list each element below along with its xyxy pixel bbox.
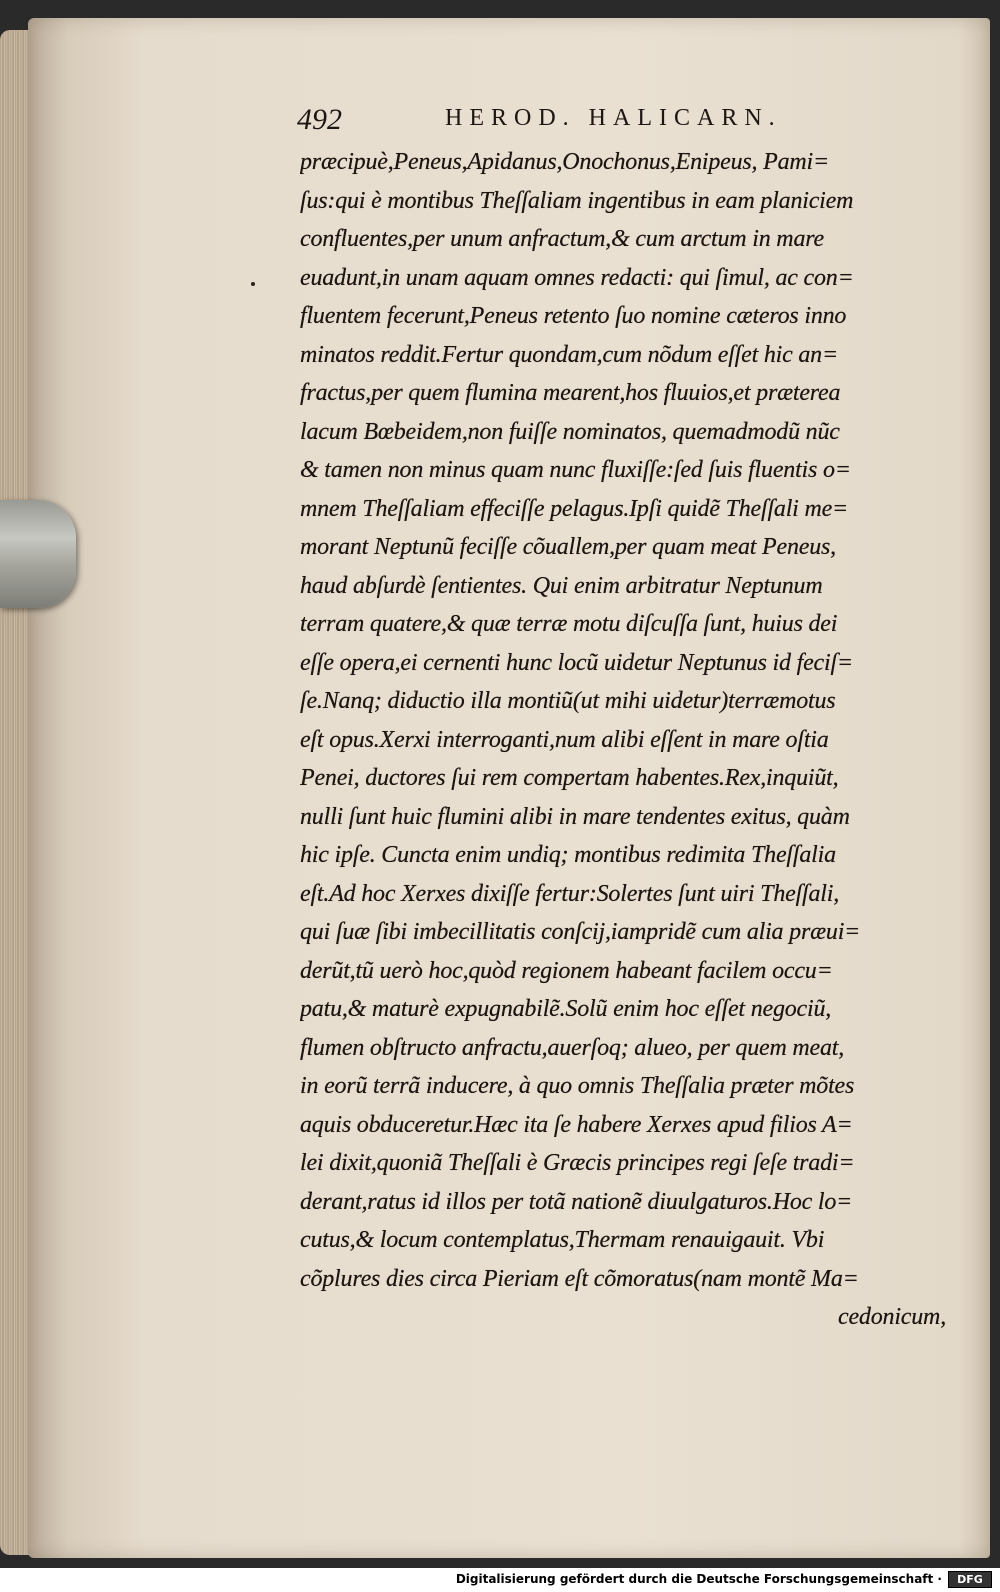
text-line: terram quatere,& quæ terræ motu diſcuſſa ſunt, huius dei [300, 611, 838, 637]
text-line: ſe.Nanq; diductio illa montiũ(ut mihi uidetur)terræmotus [300, 688, 836, 714]
funding-note: Digitalisierung gefördert durch die Deutsche Forschungsgemeinschaft · [455, 1572, 942, 1586]
running-title: HEROD. HALICARN. [445, 105, 782, 131]
text-line: minatos reddit.Fertur quondam,cum nõdum eſſet hic an= [300, 341, 838, 368]
text-line: cutus,& locum contemplatus,Thermam renauigauit. Vbi [300, 1227, 825, 1253]
text-line: fluentem fecerunt,Peneus retento ſuo nomine cæteros inno [300, 303, 847, 329]
text-line: aquis obduceretur.Hæc ita ſe habere Xerxes apud filios A= [300, 1111, 853, 1138]
page-clip [0, 500, 76, 608]
text-line: ſus:qui è montibus Theſſaliam ingentibus in eam planiciem [300, 187, 854, 214]
catchword: cedonicum, [838, 1304, 946, 1330]
text-line: patu,& maturè expugnabilẽ.Solũ enim hoc eſſet negociũ, [300, 996, 832, 1022]
text-line: eſt.Ad hoc Xerxes dixiſſe fertur:Solertes ſunt uiri Theſſali, [300, 880, 840, 907]
ink-speck [251, 282, 255, 286]
text-line: eſſe opera,ei cernenti hunc locũ uidetur Neptunus id feciſ= [300, 649, 853, 676]
dfg-logo: DFG [948, 1571, 992, 1588]
text-line: flumen obſtructo anfractu,auerſoq; alueo, per quem meat, [300, 1034, 845, 1061]
footer-bar [0, 1568, 1000, 1592]
text-line: hic ipſe. Cuncta enim undiq; montibus redimita Theſſalia [300, 842, 836, 868]
text-line: Penei, ductores ſui rem compertam habentes.Rex,inquiũt, [300, 765, 839, 791]
text-line: morant Neptunũ feciſſe cõuallem,per quam meat Peneus, [300, 534, 836, 560]
text-line: eſt opus.Xerxi interroganti,num alibi eſſent in mare oſtia [300, 726, 829, 753]
text-line: lei dixit,quoniã Theſſali è Græcis principes regi ſeſe tradi= [300, 1150, 855, 1176]
page-number: 492 [297, 103, 342, 136]
running-head [297, 103, 857, 143]
text-line: lacum Bœbeidem,non fuiſſe nominatos, quemadmodũ nũc [300, 418, 840, 445]
text-line: & tamen non minus quam nunc fluxiſſe:ſed ſuis fluentis o= [300, 457, 851, 483]
text-line: cõplures dies circa Pieriam eſt cõmoratus(nam montẽ Ma= [300, 1265, 859, 1292]
text-line: euadunt,in unam aquam omnes redacti: qui ſimul, ac con= [300, 264, 854, 291]
text-line: qui ſuæ ſibi imbecillitatis conſcij,iampridẽ cum alia præui= [300, 919, 861, 945]
text-line: in eorũ terrã inducere, à quo omnis Theſſalia præter mõtes [300, 1073, 855, 1099]
text-line: nulli ſunt huic flumini alibi in mare tendentes exitus, quàm [300, 803, 850, 830]
text-line: præcipuè,Peneus,Apidanus,Onochonus,Enipeus, Pami= [300, 149, 829, 175]
text-line: mnem Theſſaliam effeciſſe pelagus.Ipſi quidẽ Theſſali me= [300, 495, 849, 522]
text-line: confluentes,per unum anfractum,& cum arctum in mare [300, 226, 824, 252]
text-line: derant,ratus id illos per totã nationẽ diuulgaturos.Hoc lo= [300, 1188, 853, 1215]
text-line: derũt,tũ uerò hoc,quòd regionem habeant facilem occu= [300, 957, 833, 984]
text-block [300, 143, 950, 1337]
text-line: haud abſurdè ſentientes. Qui enim arbitratur Neptunum [300, 572, 823, 599]
text-line: fractus,per quem flumina mearent,hos fluuios,et præterea [300, 380, 841, 406]
